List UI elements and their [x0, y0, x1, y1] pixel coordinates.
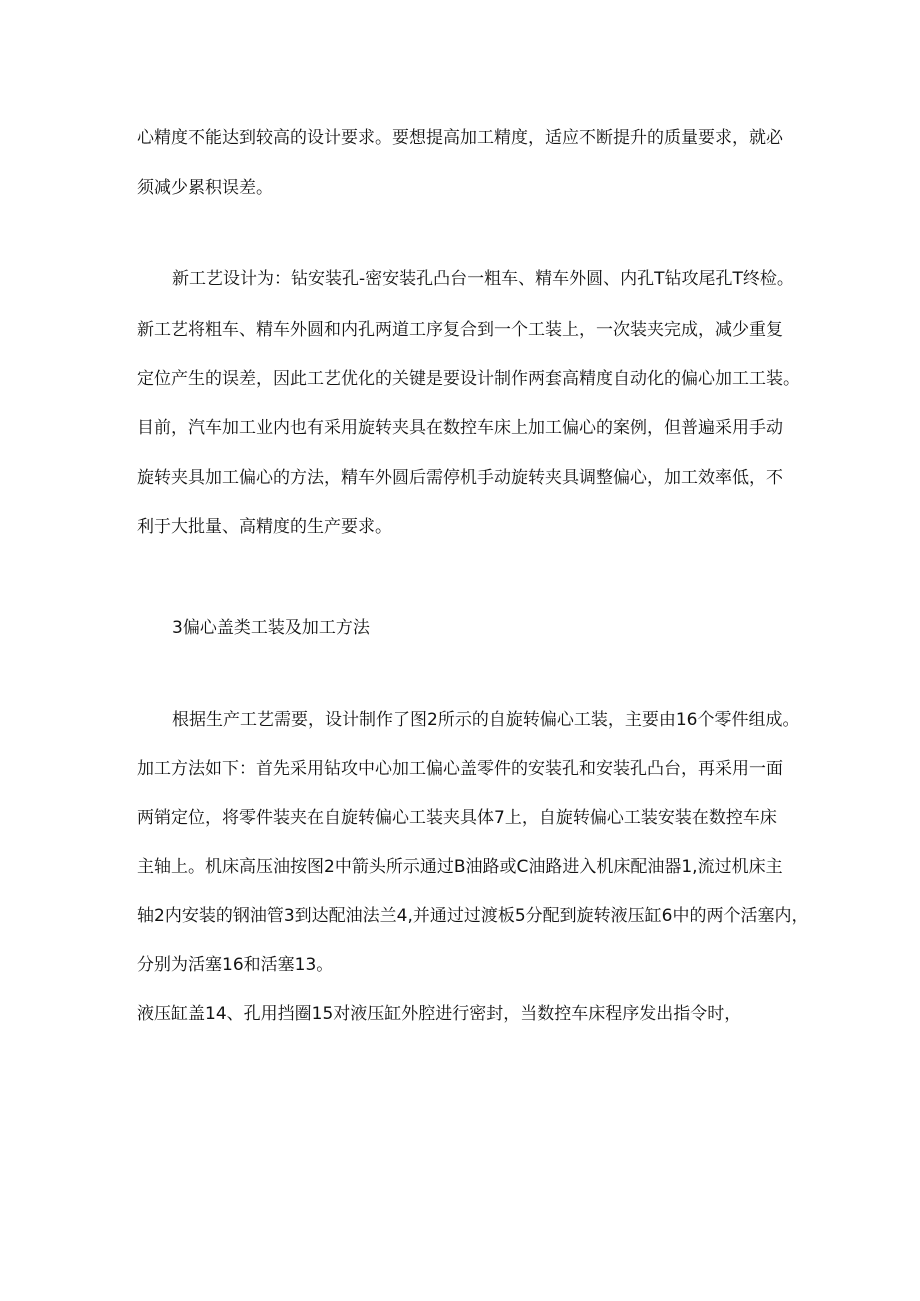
paragraph-3-line-2: 加工方法如下：首先采用钻攻中心加工偏心盖零件的安装孔和安装孔凸台，再采用一面	[137, 759, 783, 779]
paragraph-2-line-2: 新工艺将粗车、精车外圆和内孔两道工序复合到一个工装上，一次装夹完成，减少重复	[137, 320, 783, 340]
paragraph-1-line-1: 心精度不能达到较高的设计要求。要想提高加工精度，适应不断提升的质量要求，就必	[137, 128, 783, 148]
section-heading: 3偏心盖类工装及加工方法	[172, 618, 370, 638]
paragraph-2-line-4: 目前，汽车加工业内也有采用旋转夹具在数控车床上加工偏心的案例，但普遍采用手动	[137, 418, 783, 438]
paragraph-2-line-1: 新工艺设计为：钻安装孔-密安装孔凸台一粗车、精车外圆、内孔T钻攻尾孔T终检。	[172, 269, 794, 289]
paragraph-3-line-3: 两销定位，将零件装夹在自旋转偏心工装夹具体7上，自旋转偏心工装安装在数控车床	[137, 808, 777, 828]
paragraph-2-line-5: 旋转夹具加工偏心的方法，精车外圆后需停机手动旋转夹具调整偏心，加工效率低，不	[137, 468, 783, 488]
paragraph-3-line-1: 根据生产工艺需要，设计制作了图2所示的自旋转偏心工装，主要由16个零件组成。	[172, 710, 800, 730]
paragraph-2-line-3: 定位产生的误差，因此工艺优化的关键是要设计制作两套高精度自动化的偏心加工工装。	[137, 369, 800, 389]
paragraph-4-line-1: 液压缸盖14、孔用挡圈15对液压缸外腔进行密封，当数控车床程序发出指令时，	[137, 1004, 742, 1024]
paragraph-3-line-6: 分别为活塞16和活塞13。	[137, 955, 334, 975]
paragraph-1-line-2: 须减少累积误差。	[137, 178, 273, 198]
paragraph-3-line-5: 轴2内安装的钢油管3到达配油法兰4,并通过过渡板5分配到旋转液压缸6中的两个活塞内，	[137, 906, 809, 926]
paragraph-3-line-4: 主轴上。机床高压油按图2中箭头所示通过B油路或C油路进入机床配油器1,流过机床主	[137, 857, 783, 877]
paragraph-2-line-6: 利于大批量、高精度的生产要求。	[137, 517, 392, 537]
